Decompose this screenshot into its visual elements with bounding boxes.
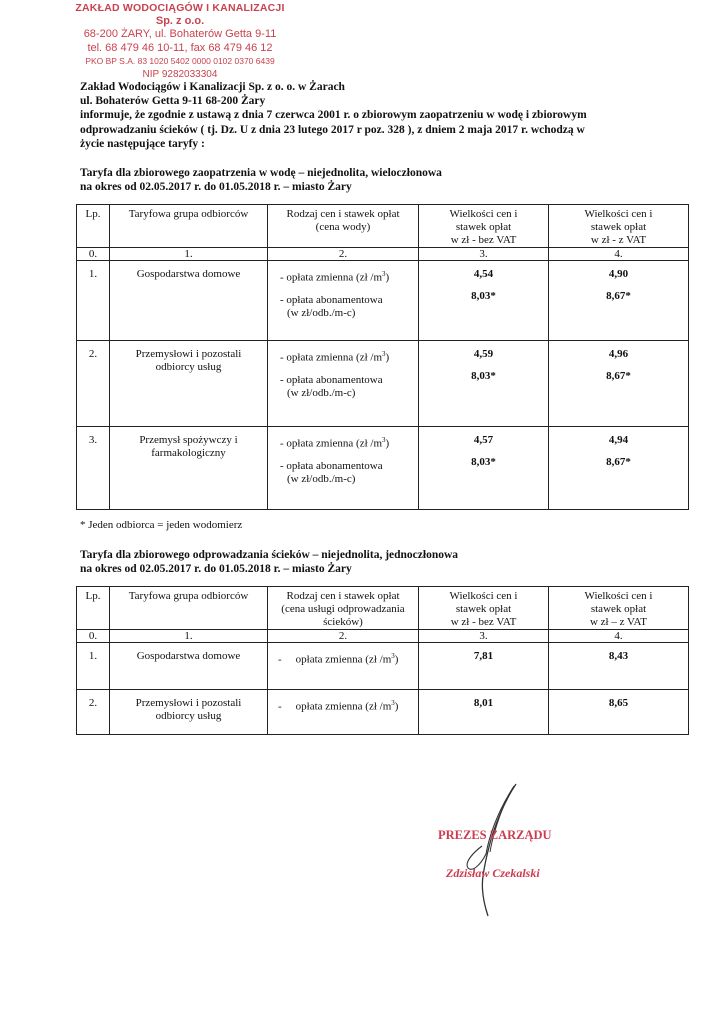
- subscription-gross-value: 8,67*: [606, 370, 631, 382]
- table-row: [77, 643, 689, 690]
- column-number-row: [77, 630, 689, 643]
- row-gross-values: [549, 341, 689, 427]
- row-net-values: [419, 427, 549, 510]
- column-number: 0.: [77, 630, 110, 643]
- header-net: [419, 587, 549, 630]
- handwritten-signature: [430, 780, 520, 920]
- column-number: 4.: [549, 248, 689, 261]
- header-fee-type-line: (cena wody): [315, 221, 371, 233]
- intro-company: Zakład Wodociągów i Kanalizacji Sp. z o. o. w Żarach: [80, 81, 345, 93]
- row-gross-values: [549, 261, 689, 341]
- intro-text-line: informuje, że zgodnie z ustawą z dnia 7 czerwca 2001 r. o zbiorowym zaopatrzeniu w wodę i zbiorowym: [80, 109, 587, 122]
- stamp-nip: NIP 9282033304: [142, 69, 218, 81]
- row-group: [110, 341, 268, 427]
- row-lp: 1.: [77, 261, 110, 341]
- stamp-phone: tel. 68 479 46 10-11, fax 68 479 46 12: [87, 41, 273, 54]
- header-net: [419, 205, 549, 248]
- variable-net-value: 4,54: [473, 268, 494, 280]
- row-fee-type: [268, 643, 419, 690]
- column-number-row: [77, 248, 689, 261]
- table-row: [77, 690, 689, 735]
- variable-gross-value: 8,65: [549, 690, 689, 735]
- variable-net-value: 8,01: [419, 690, 549, 735]
- header-gross: [549, 587, 689, 630]
- intro-text-line: życie następujące taryfy :: [80, 137, 205, 150]
- row-group-line: Przemysłowi i pozostali: [135, 348, 242, 360]
- header-fee-type: [268, 205, 419, 248]
- intro-text-line: odprowadzaniu ścieków ( tj. Dz. U z dnia 23 lutego 2017 r poz. 328 ), z dniem 2 maja 2017 r. wchodzą w: [80, 123, 585, 136]
- column-number: 0.: [77, 248, 110, 261]
- row-gross-values: [549, 427, 689, 510]
- column-number: 4.: [549, 630, 689, 643]
- subscription-net-value: 8,03*: [471, 290, 496, 302]
- variable-net-value: 4,57: [473, 434, 494, 446]
- row-group-line: Przemysłowi i pozostali: [135, 697, 242, 709]
- header-lp: Lp.: [77, 587, 110, 630]
- footnote: * Jeden odbiorca = jeden wodomierz: [80, 519, 243, 531]
- column-number: 1.: [110, 630, 268, 643]
- water-tariff-title: Taryfa dla zbiorowego zaopatrzenia w wodę – niejednolita, wieloczłonowa: [80, 167, 442, 179]
- subscription-gross-value: 8,67*: [606, 456, 631, 468]
- row-group-line: Przemysł spożywczy i: [139, 434, 238, 446]
- row-group: [110, 690, 268, 735]
- subscription-fee-unit: (w zł/odb./m-c): [287, 386, 356, 399]
- row-lp: 2.: [77, 690, 110, 735]
- header-gross-line: stawek opłat: [590, 221, 647, 233]
- header-gross: [549, 205, 689, 248]
- subscription-fee-label: - opłata abonamentowa: [280, 459, 383, 472]
- variable-net-value: 7,81: [419, 643, 549, 690]
- subscription-net-value: 8,03*: [471, 370, 496, 382]
- header-group: Taryfowa grupa odbiorców: [110, 205, 268, 248]
- header-net-line: Wielkości cen i: [449, 208, 518, 220]
- sewage-tariff-period: na okres od 02.05.2017 r. do 01.05.2018 r. – miasto Żary: [80, 563, 352, 575]
- water-tariff-table: [76, 204, 689, 510]
- variable-fee-label: - opłata zmienna (zł $/m^3$): [278, 652, 399, 666]
- variable-fee-label: - opłata zmienna (zł $/m^3$): [280, 436, 390, 450]
- table-header-row: [77, 205, 689, 248]
- company-stamp: [70, 2, 290, 81]
- stamp-address: 68-200 ŻARY, ul. Bohaterów Getta 9-11: [83, 28, 277, 41]
- header-net-line: stawek opłat: [455, 603, 512, 615]
- signature-title: PREZES ZARZĄDU: [438, 828, 552, 842]
- header-gross-line: Wielkości cen i: [584, 208, 653, 220]
- header-fee-type-line: (cena usługi odprowadzania: [281, 603, 405, 615]
- variable-fee-label: - opłata zmienna (zł $/m^3$): [280, 350, 390, 364]
- stamp-company-name: ZAKŁAD WODOCIĄGÓW I KANALIZACJI: [75, 2, 285, 14]
- variable-gross-value: 4,96: [608, 348, 629, 360]
- row-group-line: farmakologiczny: [151, 447, 226, 459]
- column-number: 2.: [268, 630, 419, 643]
- table-row: [77, 261, 689, 341]
- subscription-fee-unit: (w zł/odb./m-c): [287, 472, 356, 485]
- header-gross-line: w zł - z VAT: [590, 234, 647, 246]
- header-fee-type-line: Rodzaj cen i stawek opłat: [286, 590, 400, 602]
- variable-gross-value: 4,94: [608, 434, 629, 446]
- table-row: [77, 427, 689, 510]
- variable-net-value: 4,59: [473, 348, 494, 360]
- subscription-fee-unit: (w zł/odb./m-c): [287, 306, 356, 319]
- column-number: 3.: [419, 248, 549, 261]
- row-fee-types: [268, 341, 419, 427]
- subscription-net-value: 8,03*: [471, 456, 496, 468]
- row-net-values: [419, 261, 549, 341]
- column-number: 1.: [110, 248, 268, 261]
- row-net-values: [419, 341, 549, 427]
- row-lp: 2.: [77, 341, 110, 427]
- variable-gross-value: 8,43: [549, 643, 689, 690]
- subscription-fee-label: - opłata abonamentowa: [280, 293, 383, 306]
- row-fee-types: [268, 427, 419, 510]
- sewage-tariff-table: [76, 586, 689, 735]
- header-fee-type: [268, 587, 419, 630]
- stamp-bank-account: PKO BP S.A. 83 1020 5402 0000 0102 0370 6439: [85, 55, 275, 66]
- column-number: 2.: [268, 248, 419, 261]
- header-fee-type-line: Rodzaj cen i stawek opłat: [286, 208, 400, 220]
- table-row: [77, 341, 689, 427]
- header-net-line: w zł - bez VAT: [450, 616, 517, 628]
- variable-fee-label: - opłata zmienna (zł $/m^3$): [278, 699, 399, 713]
- variable-fee-label: - opłata zmienna (zł $/m^3$): [280, 270, 390, 284]
- table-header-row: [77, 587, 689, 630]
- row-group: [110, 427, 268, 510]
- header-gross-line: Wielkości cen i: [584, 590, 653, 602]
- row-group-line: Gospodarstwa domowe: [136, 268, 241, 280]
- header-net-line: w zł - bez VAT: [450, 234, 517, 246]
- signature-name: Zdzisław Czekalski: [446, 866, 540, 880]
- row-group: [110, 261, 268, 341]
- subscription-gross-value: 8,67*: [606, 290, 631, 302]
- header-net-line: Wielkości cen i: [449, 590, 518, 602]
- header-gross-line: w zł – z VAT: [589, 616, 648, 628]
- header-gross-line: stawek opłat: [590, 603, 647, 615]
- water-tariff-period: na okres od 02.05.2017 r. do 01.05.2018 r. – miasto Żary: [80, 181, 352, 193]
- row-group: [110, 643, 268, 690]
- header-fee-type-line: ścieków): [323, 616, 363, 628]
- column-number: 3.: [419, 630, 549, 643]
- row-fee-types: [268, 261, 419, 341]
- row-group-line: odbiorcy usług: [155, 710, 222, 722]
- intro-address: ul. Bohaterów Getta 9-11 68-200 Żary: [80, 95, 266, 108]
- row-fee-type: [268, 690, 419, 735]
- subscription-fee-label: - opłata abonamentowa: [280, 373, 383, 386]
- row-lp: 1.: [77, 643, 110, 690]
- header-net-line: stawek opłat: [455, 221, 512, 233]
- header-group: Taryfowa grupa odbiorców: [110, 587, 268, 630]
- intro-paragraph: [80, 80, 640, 151]
- header-lp: Lp.: [77, 205, 110, 248]
- row-lp: 3.: [77, 427, 110, 510]
- row-group-line: odbiorcy usług: [155, 361, 222, 373]
- variable-gross-value: 4,90: [608, 268, 629, 280]
- sewage-tariff-title: Taryfa dla zbiorowego odprowadzania ścieków – niejednolita, jednoczłonowa: [80, 549, 459, 561]
- row-group-line: Gospodarstwa domowe: [136, 650, 241, 662]
- stamp-legal-form: Sp. z o.o.: [155, 15, 205, 28]
